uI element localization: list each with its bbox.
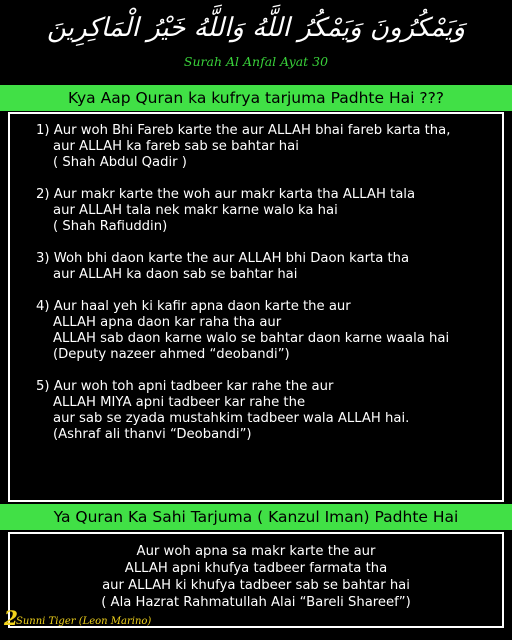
sahi-tarjuma-text (0, 543, 512, 611)
footer-credit-text: Sunni Tiger (Leon Marino) (16, 616, 152, 627)
translation-line: aur ALLAH ka daon sab se bahtar hai (53, 267, 298, 282)
translation-item (36, 123, 506, 171)
sahi-line: aur ALLAH ki khufya tadbeer sab se bahtar hai (102, 578, 410, 593)
translation-author: (Deputy nazeer ahmed “deobandi”) (53, 347, 290, 362)
translation-item (36, 379, 506, 443)
translation-line: 3) Woh bhi daon karte the aur ALLAH bhi Daon karta tha (36, 251, 410, 266)
translation-line: 2) Aur makr karte the woh aur makr karta tha ALLAH tala (36, 187, 416, 202)
translation-line: 4) Aur haal yeh ki kafir apna daon karte the aur (36, 299, 351, 314)
translation-line: 1) Aur woh Bhi Fareb karte the aur ALLAH bhai fareb karta tha, (36, 123, 451, 138)
translations-list (36, 123, 506, 459)
translation-author: ( Shah Abdul Qadir ) (53, 155, 187, 170)
translation-item (36, 251, 506, 283)
translation-item (36, 299, 506, 363)
bottom-banner: Ya Quran Ka Sahi Tarjuma ( Kanzul Iman) Padhte Hai (0, 504, 512, 530)
translation-line: aur sab se zyada mustahkim tadbeer wala ALLAH hai. (53, 411, 410, 426)
translation-item (36, 187, 506, 235)
translation-author: ( Shah Rafiuddin) (53, 219, 168, 234)
translation-author: (Ashraf ali thanvi “Deobandi”) (53, 427, 252, 442)
translation-line: 5) Aur woh toh apni tadbeer kar rahe the aur (36, 379, 334, 394)
verse-reference: Surah Al Anfal Ayat 30 (183, 54, 329, 69)
sahi-line: Aur woh apna sa makr karte the aur (136, 544, 376, 559)
translation-line: ALLAH MIYA apni tadbeer kar rahe the (53, 395, 306, 410)
translation-line: ALLAH apna daon kar raha tha aur (53, 315, 282, 330)
arabic-verse: وَيَمْكُرُونَ وَيَمْكُرُ اللَّهُ وَاللَّهُ خَيْرُ الْمَاكِرِينَ (46, 13, 466, 43)
top-banner: Kya Aap Quran ka kufrya tarjuma Padhte Hai ??? (0, 85, 512, 111)
sahi-author: ( Ala Hazrat Rahmatullah Alai “Bareli Shareef”) (101, 595, 411, 610)
footer-credit (2, 606, 202, 636)
translation-line: ALLAH sab daon karne walo se bahtar daon karne waala hai (53, 331, 450, 346)
sahi-line: ALLAH apni khufya tadbeer farmata tha (124, 561, 388, 576)
footer-number: 2 (4, 606, 18, 630)
translation-line: aur ALLAH tala nek makr karne walo ka hai (53, 203, 338, 218)
translation-line: aur ALLAH ka fareb sab se bahtar hai (53, 139, 299, 154)
